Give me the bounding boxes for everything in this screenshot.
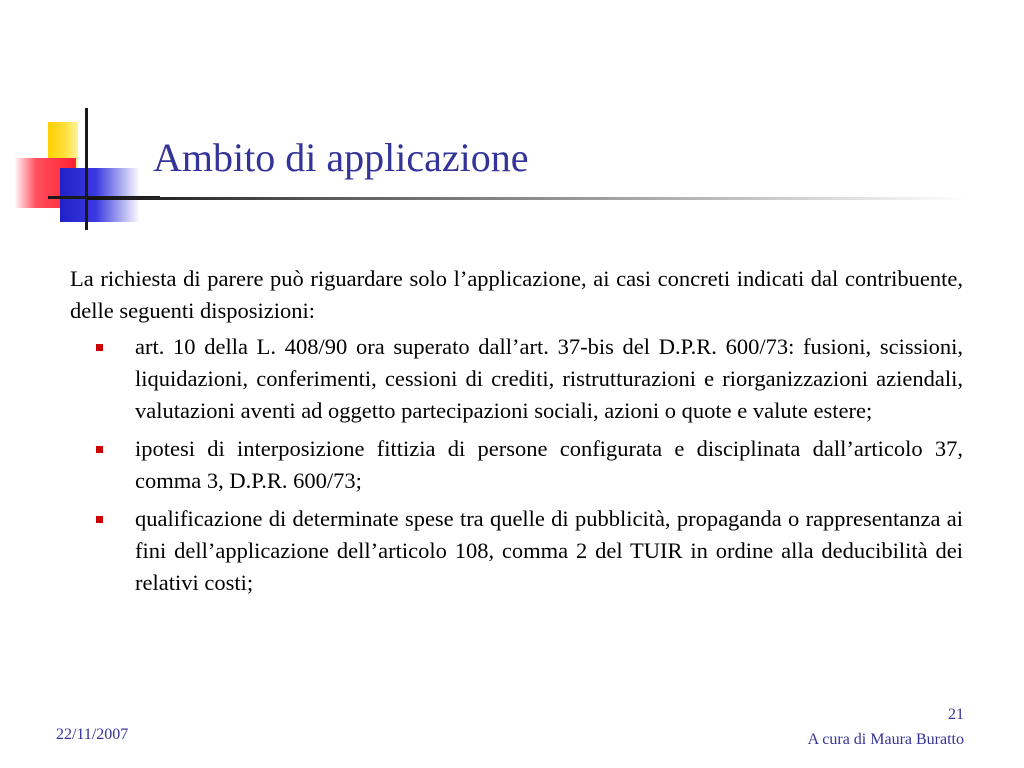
bullet-text: art. 10 della L. 408/90 ora superato dall’art. 37-bis del D.P.R. 600/73: fusioni, scissioni, liquidazioni, conferimenti, cessioni di crediti, ristrutturazioni e riorganizzazioni aziendali, valutazioni aventi ad oggetto partecipazioni sociali, azioni o quote e valute estere; xyxy=(135,334,963,423)
bullet-text: ipotesi di interposizione fittizia di persone configurata e disciplinata dall’articolo 37, comma 3, D.P.R. 600/73; xyxy=(135,436,963,493)
bullet-item xyxy=(70,433,963,497)
slide-title: Ambito di applicazione xyxy=(153,135,529,180)
square-bullet-icon xyxy=(96,446,103,453)
page-number: 21 xyxy=(948,706,964,723)
footer-date: 22/11/2007 xyxy=(56,726,129,743)
decorative-logo xyxy=(0,100,160,240)
bullet-list xyxy=(70,331,963,599)
logo-blue-square xyxy=(60,168,140,222)
logo-vertical-line xyxy=(85,108,88,230)
bullet-item xyxy=(70,331,963,427)
bullet-text: qualificazione di determinate spese tra quelle di pubblicità, propaganda o rappresentanza ai fini dell’applicazione dell’articolo 108, comma 2 del TUIR in ordine alla deducibilità dei relativi costi; xyxy=(135,506,963,595)
square-bullet-icon xyxy=(96,344,103,351)
square-bullet-icon xyxy=(96,516,103,523)
bullet-item xyxy=(70,503,963,599)
title-underline xyxy=(88,197,968,200)
footer-author: A cura di Maura Buratto xyxy=(807,731,964,748)
intro-paragraph: La richiesta di parere può riguardare solo l’applicazione, ai casi concreti indicati dal contribuente, delle seguenti disposizioni: xyxy=(70,266,963,323)
slide-content xyxy=(70,263,963,605)
